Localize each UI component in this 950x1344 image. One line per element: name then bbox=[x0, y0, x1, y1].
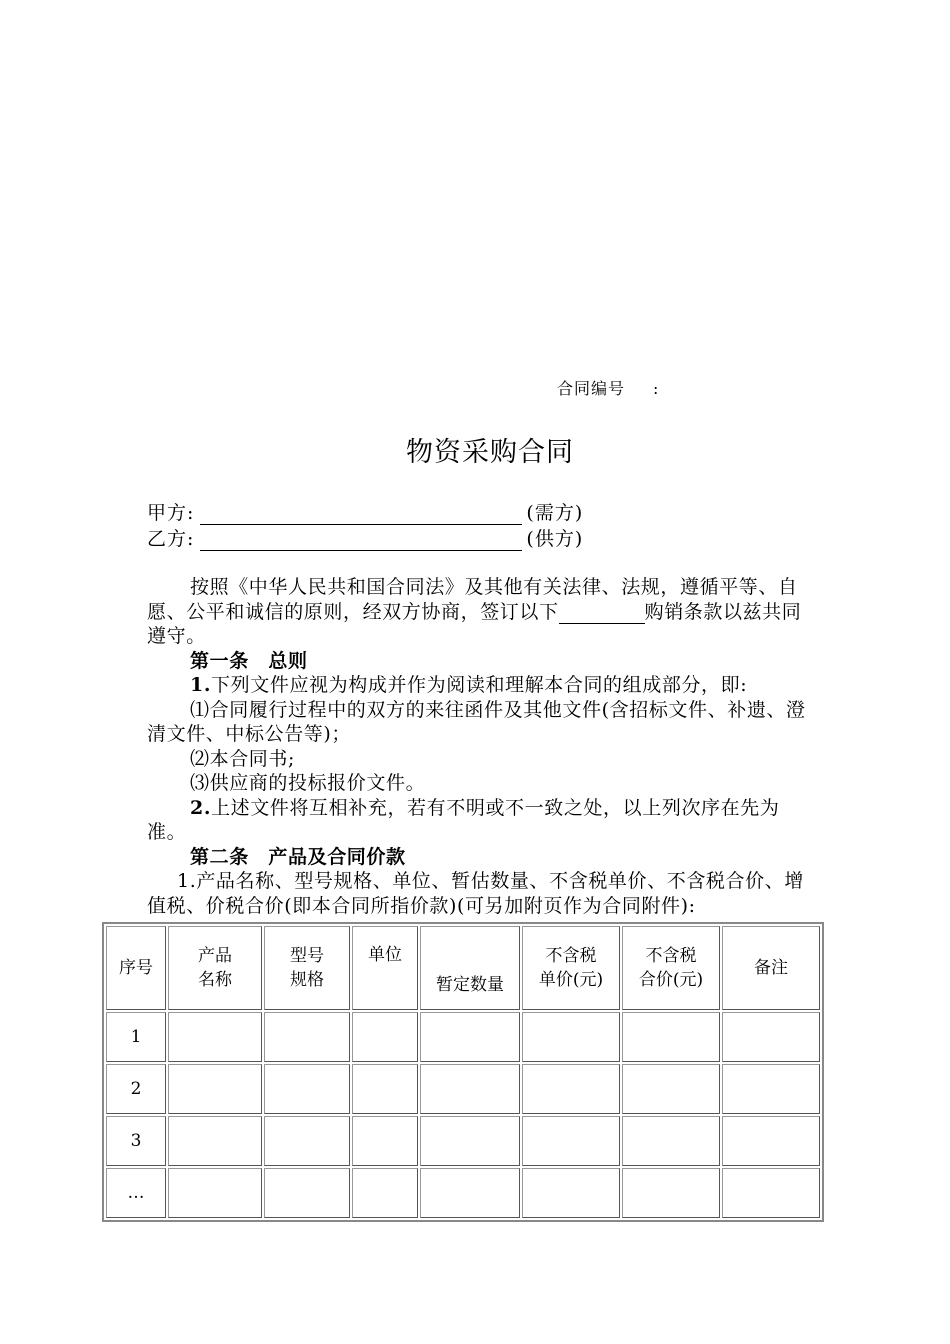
party-a-role: (需方) bbox=[526, 502, 584, 524]
party-b-row bbox=[147, 524, 583, 551]
header-cell: 暂定数量 bbox=[420, 926, 520, 1010]
header-cell: 备注 bbox=[722, 926, 820, 1010]
product-table bbox=[102, 922, 824, 1222]
party-a-blank[interactable] bbox=[200, 504, 522, 525]
contract-number-colon: : bbox=[653, 379, 660, 398]
row-index: … bbox=[106, 1168, 166, 1218]
document-title: 物资采购合同 bbox=[406, 437, 574, 468]
contract-number-label: 合同编号 bbox=[557, 379, 626, 398]
table-row bbox=[106, 1012, 820, 1062]
table-header-row bbox=[106, 926, 820, 1010]
row-index: 2 bbox=[106, 1064, 166, 1114]
article1-heading: 第一条 总则 bbox=[190, 649, 308, 672]
article2-heading: 第二条 产品及合同价款 bbox=[190, 845, 406, 868]
table-row bbox=[106, 1168, 820, 1218]
party-b-blank[interactable] bbox=[200, 530, 522, 551]
contract-body bbox=[147, 575, 817, 918]
article1-item2: ⑵本合同书; bbox=[190, 747, 296, 770]
article1-p2: 2.上述文件将互相补充，若有不明或不一致之处，以上列次序在先为准。 bbox=[147, 796, 780, 843]
party-b-role: (供方) bbox=[526, 528, 584, 550]
article1-p1: 1.下列文件应视为构成并作为阅读和理解本合同的组成部分，即: bbox=[190, 674, 748, 696]
row-index: 3 bbox=[106, 1116, 166, 1166]
row-index: 1 bbox=[106, 1012, 166, 1062]
header-cell: 型号 规格 bbox=[264, 926, 350, 1010]
header-cell: 不含税 单价(元) bbox=[522, 926, 620, 1010]
table-row bbox=[106, 1116, 820, 1166]
header-cell: 不含税 合价(元) bbox=[622, 926, 720, 1010]
article2-p1: 1.产品名称、型号规格、单位、暂估数量、不含税单价、不含税合价、增值税、价税合价(即本合同所指价款)(可另加附页作为合同附件): bbox=[147, 870, 804, 917]
header-cell: 产品 名称 bbox=[168, 926, 262, 1010]
party-a-label: 甲方: bbox=[147, 502, 195, 524]
article1-item1: ⑴合同履行过程中的双方的来往函件及其他文件(含招标文件、补遗、澄清文件、中标公告等)； bbox=[147, 698, 806, 745]
intro-blank[interactable] bbox=[559, 605, 645, 624]
intro-paragraph: 按照《中华人民共和国合同法》及其他有关法律、法规，遵循平等、自愿、公平和诚信的原则，经双方协商，签订以下 购销条款以兹共同遵守。 bbox=[147, 576, 802, 647]
contract-number bbox=[557, 376, 659, 399]
table-row bbox=[106, 1064, 820, 1114]
header-cell: 序号 bbox=[106, 926, 166, 1010]
article1-item3: ⑶供应商的投标报价文件。 bbox=[190, 772, 426, 794]
party-a-row bbox=[147, 498, 583, 525]
header-cell: 单位 bbox=[352, 926, 418, 1010]
party-b-label: 乙方: bbox=[147, 528, 195, 550]
